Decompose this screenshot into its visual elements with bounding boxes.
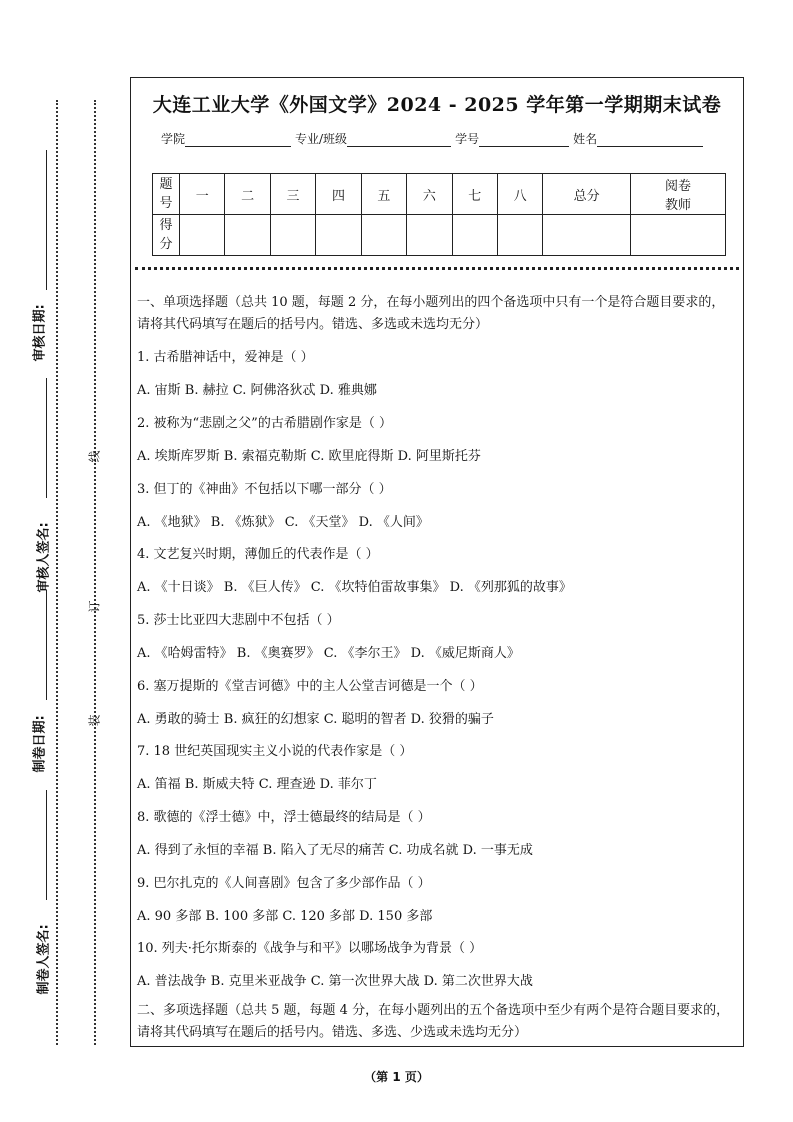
score-cell-6[interactable] [407, 215, 452, 256]
score-cell-3[interactable] [270, 215, 315, 256]
question-9: 9. 巴尔扎克的《人间喜剧》包含了多少部作品（ ） [137, 876, 431, 891]
binding-mark-line: 线 [87, 450, 102, 463]
col-5: 五 [361, 174, 406, 215]
question-5: 5. 莎士比亚四大悲剧中不包括（ ） [137, 613, 340, 628]
binding-mark-order: 订 [87, 600, 102, 613]
question-2-options: A. 埃斯库罗斯 B. 索福克勒斯 C. 欧里庇得斯 D. 阿里斯托芬 [137, 449, 481, 464]
reviewer-sign-line [46, 378, 47, 498]
question-7: 7. 18 世纪英国现实主义小说的代表作家是（ ） [137, 744, 413, 759]
maker-sign-label: 制卷人签名: [36, 924, 52, 995]
question-10: 10. 列夫·托尔斯泰的《战争与和平》以哪场战争为背景（ ） [137, 941, 483, 956]
binding-mark-fold: 装 [87, 714, 102, 727]
major-class-field[interactable] [347, 132, 451, 147]
col-3: 三 [270, 174, 315, 215]
student-id-label: 学号 [455, 132, 480, 146]
maker-sign-line [46, 790, 47, 900]
score-cell-5[interactable] [361, 215, 406, 256]
question-4: 4. 文艺复兴时期，薄伽丘的代表作是（ ） [137, 547, 379, 562]
question-6-options: A. 勇敢的骑士 B. 疯狂的幻想家 C. 聪明的智者 D. 狡猾的骗子 [137, 712, 494, 727]
review-date-line [46, 150, 47, 290]
score-table-header-row [153, 174, 726, 215]
binding-dotted-line-outer [56, 100, 58, 1045]
col-4: 四 [316, 174, 361, 215]
col-2: 二 [225, 174, 270, 215]
col-6: 六 [407, 174, 452, 215]
col-1: 一 [180, 174, 225, 215]
grader-header: 阅卷 教师 [631, 174, 726, 215]
major-class-label: 专业/班级 [295, 132, 348, 146]
col-7: 七 [452, 174, 497, 215]
question-7-options: A. 笛福 B. 斯威夫特 C. 理查逊 D. 菲尔丁 [137, 777, 377, 792]
student-id-field[interactable] [479, 132, 569, 147]
question-2: 2. 被称为“悲剧之父”的古希腊剧作家是（ ） [137, 416, 392, 431]
question-9-options: A. 90 多部 B. 100 多部 C. 120 多部 D. 150 多部 [137, 909, 433, 924]
question-6: 6. 塞万提斯的《堂吉诃德》中的主人公堂吉诃德是一个（ ） [137, 679, 483, 694]
exam-frame [130, 77, 744, 1047]
question-1-options: A. 宙斯 B. 赫拉 C. 阿佛洛狄忒 D. 雅典娜 [137, 383, 377, 398]
question-4-options: A. 《十日谈》 B. 《巨人传》 C. 《坎特伯雷故事集》 D. 《列那狐的故事》 [137, 580, 572, 595]
make-date-label: 制卷日期: [32, 715, 48, 773]
score-cell-grader[interactable] [631, 215, 726, 256]
section2-instruction: 二、多项选择题（总共 5 题，每题 4 分，在每小题列出的五个备选项中至少有两个是符合题目要求的，请将其代码填写在题后的括号内。错选、多选、少选或未选均无分） [137, 1003, 730, 1040]
page-number: （第 1 页） [364, 1070, 429, 1084]
score-cell-2[interactable] [225, 215, 270, 256]
question-8-options: A. 得到了永恒的幸福 B. 陷入了无尽的痛苦 C. 功成名就 D. 一事无成 [137, 843, 533, 858]
question-10-options: A. 普法战争 B. 克里米亚战争 C. 第一次世界大战 D. 第二次世界大战 [137, 974, 533, 989]
score-table-score-row [153, 215, 726, 256]
name-field[interactable] [597, 132, 703, 147]
dotted-separator [135, 267, 739, 270]
student-info-row [161, 130, 707, 147]
question-8: 8. 歌德的《浮士德》中，浮士德最终的结局是（ ） [137, 810, 431, 825]
college-field[interactable] [185, 132, 291, 147]
exam-title: 大连工业大学《外国文学》2024 - 2025 学年第一学期期末试卷 [152, 94, 722, 116]
question-3: 3. 但丁的《神曲》不包括以下哪一部分（ ） [137, 482, 392, 497]
college-label: 学院 [161, 132, 186, 146]
review-date-label: 审核日期: [32, 304, 48, 362]
reviewer-sign-label: 审核人签名: [36, 522, 52, 593]
question-3-options: A. 《地狱》 B. 《炼狱》 C. 《天堂》 D. 《人间》 [137, 515, 429, 530]
col-8: 八 [497, 174, 542, 215]
section1-instruction: 一、单项选择题（总共 10 题，每题 2 分，在每小题列出的四个备选项中只有一个是符合题目要求的，请将其代码填写在题后的括号内。错选、多选或未选均无分） [137, 295, 725, 332]
name-label: 姓名 [573, 132, 598, 146]
score-cell-total[interactable] [543, 215, 631, 256]
score-cell-1[interactable] [180, 215, 225, 256]
col-total: 总分 [543, 174, 631, 215]
question-1: 1. 古希腊神话中，爱神是（ ） [137, 350, 314, 365]
score-table [152, 173, 726, 256]
question-5-options: A. 《哈姆雷特》 B. 《奥赛罗》 C. 《李尔王》 D. 《威尼斯商人》 [137, 646, 520, 661]
score-cell-4[interactable] [316, 215, 361, 256]
score-header: 得 分 [153, 215, 180, 256]
binding-dotted-line-inner [94, 100, 96, 1045]
score-cell-8[interactable] [497, 215, 542, 256]
score-cell-7[interactable] [452, 215, 497, 256]
question-number-header: 题 号 [153, 174, 180, 215]
make-date-line [46, 590, 47, 700]
